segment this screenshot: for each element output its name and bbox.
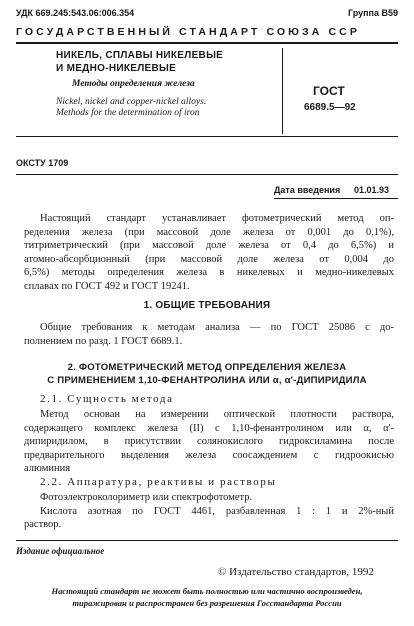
footer-rule bbox=[16, 540, 398, 541]
intro-line: титриметрический (при массовой доле железа от 0,4 до 6,5%) и bbox=[24, 240, 394, 252]
title-divider bbox=[282, 48, 283, 134]
reproduction-notice-line-2: тиражирован и распространен без разрешения Госстандарта России bbox=[72, 598, 342, 608]
section-1-line: Общие требования к методам анализа — по ГОСТ 25086 с до- bbox=[40, 322, 394, 333]
title-english-2: Methods for the determination of iron bbox=[56, 108, 200, 118]
reproduction-notice-line-1: Настоящий стандарт не может быть полностью или частично воспроизведен, bbox=[51, 586, 363, 596]
agency-title: ГОСУДАРСТВЕННЫЙ СТАНДАРТ СОЮЗА ССР bbox=[16, 26, 360, 38]
okstu-rule bbox=[16, 174, 398, 175]
intro-line: атомно-абсорбционный (при массовой доле железа от 0,004 до bbox=[24, 253, 394, 265]
subsection-2-2-line: Кислота азотная по ГОСТ 4461, разбавленная 1 : 1 и 2%-ный bbox=[40, 505, 394, 517]
subsection-2-1-line: дипиридилом, в присутствии солянокислого гидроксиламина после bbox=[24, 436, 394, 448]
subsection-2-2-line: Фотоэлектроколориметр или спектрофотометр. bbox=[40, 492, 253, 503]
subsection-2-1-line: Метод основан на измерении оптической плотности раствора, bbox=[40, 409, 394, 420]
intro-line: 6,5%) методы определения железа в никелевых и медно-никелевых bbox=[24, 267, 394, 279]
header-rule bbox=[16, 42, 398, 44]
okstu-code: ОКСТУ 1709 bbox=[16, 158, 69, 168]
subsection-2-2-line: раствор. bbox=[24, 519, 62, 531]
udk-code: УДК 669.245:543.06:006.354 bbox=[16, 8, 135, 18]
subsection-2-2-title: 2.2. Аппаратура, реактивы и растворы bbox=[40, 476, 277, 488]
gost-number: 6689.5—92 bbox=[304, 102, 356, 113]
section-1-paragraph bbox=[24, 321, 394, 348]
subsection-2-1-line: предварительного выделения железа соосаждением с гидроокисью bbox=[24, 449, 394, 461]
title-rule bbox=[16, 136, 398, 137]
title-english-1: Nickel, nickel and copper-nickel alloys. bbox=[56, 97, 207, 107]
subsection-2-1-line: алюминия bbox=[24, 463, 71, 475]
subsection-2-1-title: 2.1. Сущность метода bbox=[40, 393, 174, 405]
section-1-line: полнением по разд. 1 ГОСТ 6689.1. bbox=[24, 335, 183, 347]
section-1-heading: 1. ОБЩИЕ ТРЕБОВАНИЯ bbox=[143, 300, 271, 311]
group-code: Группа В59 bbox=[347, 8, 398, 18]
date-label: Дата введения bbox=[274, 185, 341, 195]
title-line-2: И МЕДНО-НИКЕЛЕВЫЕ bbox=[56, 63, 177, 74]
intro-line: ределения железа (при массовой доле железа от 0,001 до 0,1%), bbox=[24, 226, 394, 238]
section-2-heading-line-2: С ПРИМЕНЕНИЕМ 1,10-ФЕНАНТРОЛИНА ИЛИ α, α'-ДИПИРИДИЛА bbox=[47, 375, 367, 386]
subsection-2-2-paragraph bbox=[24, 491, 394, 532]
intro-paragraph bbox=[24, 212, 394, 294]
title-subtitle: Методы определения железа bbox=[72, 79, 195, 89]
date-rule bbox=[274, 198, 398, 199]
section-2-heading-line-1: 2. ФОТОМЕТРИЧЕСКИЙ МЕТОД ОПРЕДЕЛЕНИЯ ЖЕЛЕЗА bbox=[67, 362, 347, 373]
intro-line: Настоящий стандарт устанавливает фотометрический метод оп- bbox=[40, 213, 394, 224]
subsection-2-1-paragraph bbox=[24, 408, 394, 476]
title-line-1: НИКЕЛЬ, СПЛАВЫ НИКЕЛЕВЫЕ bbox=[56, 50, 224, 61]
intro-line: сплавах по ГОСТ 492 и ГОСТ 19241. bbox=[24, 280, 190, 292]
copyright-notice: © Издательство стандартов, 1992 bbox=[218, 566, 374, 578]
edition-label: Издание официальное bbox=[16, 546, 105, 556]
gost-label: ГОСТ bbox=[313, 84, 345, 98]
date-value: 01.01.93 bbox=[354, 185, 390, 195]
subsection-2-1-line: содержащего комплекс железа (II) с 1,10-фенантролином или α, α'- bbox=[24, 422, 394, 434]
